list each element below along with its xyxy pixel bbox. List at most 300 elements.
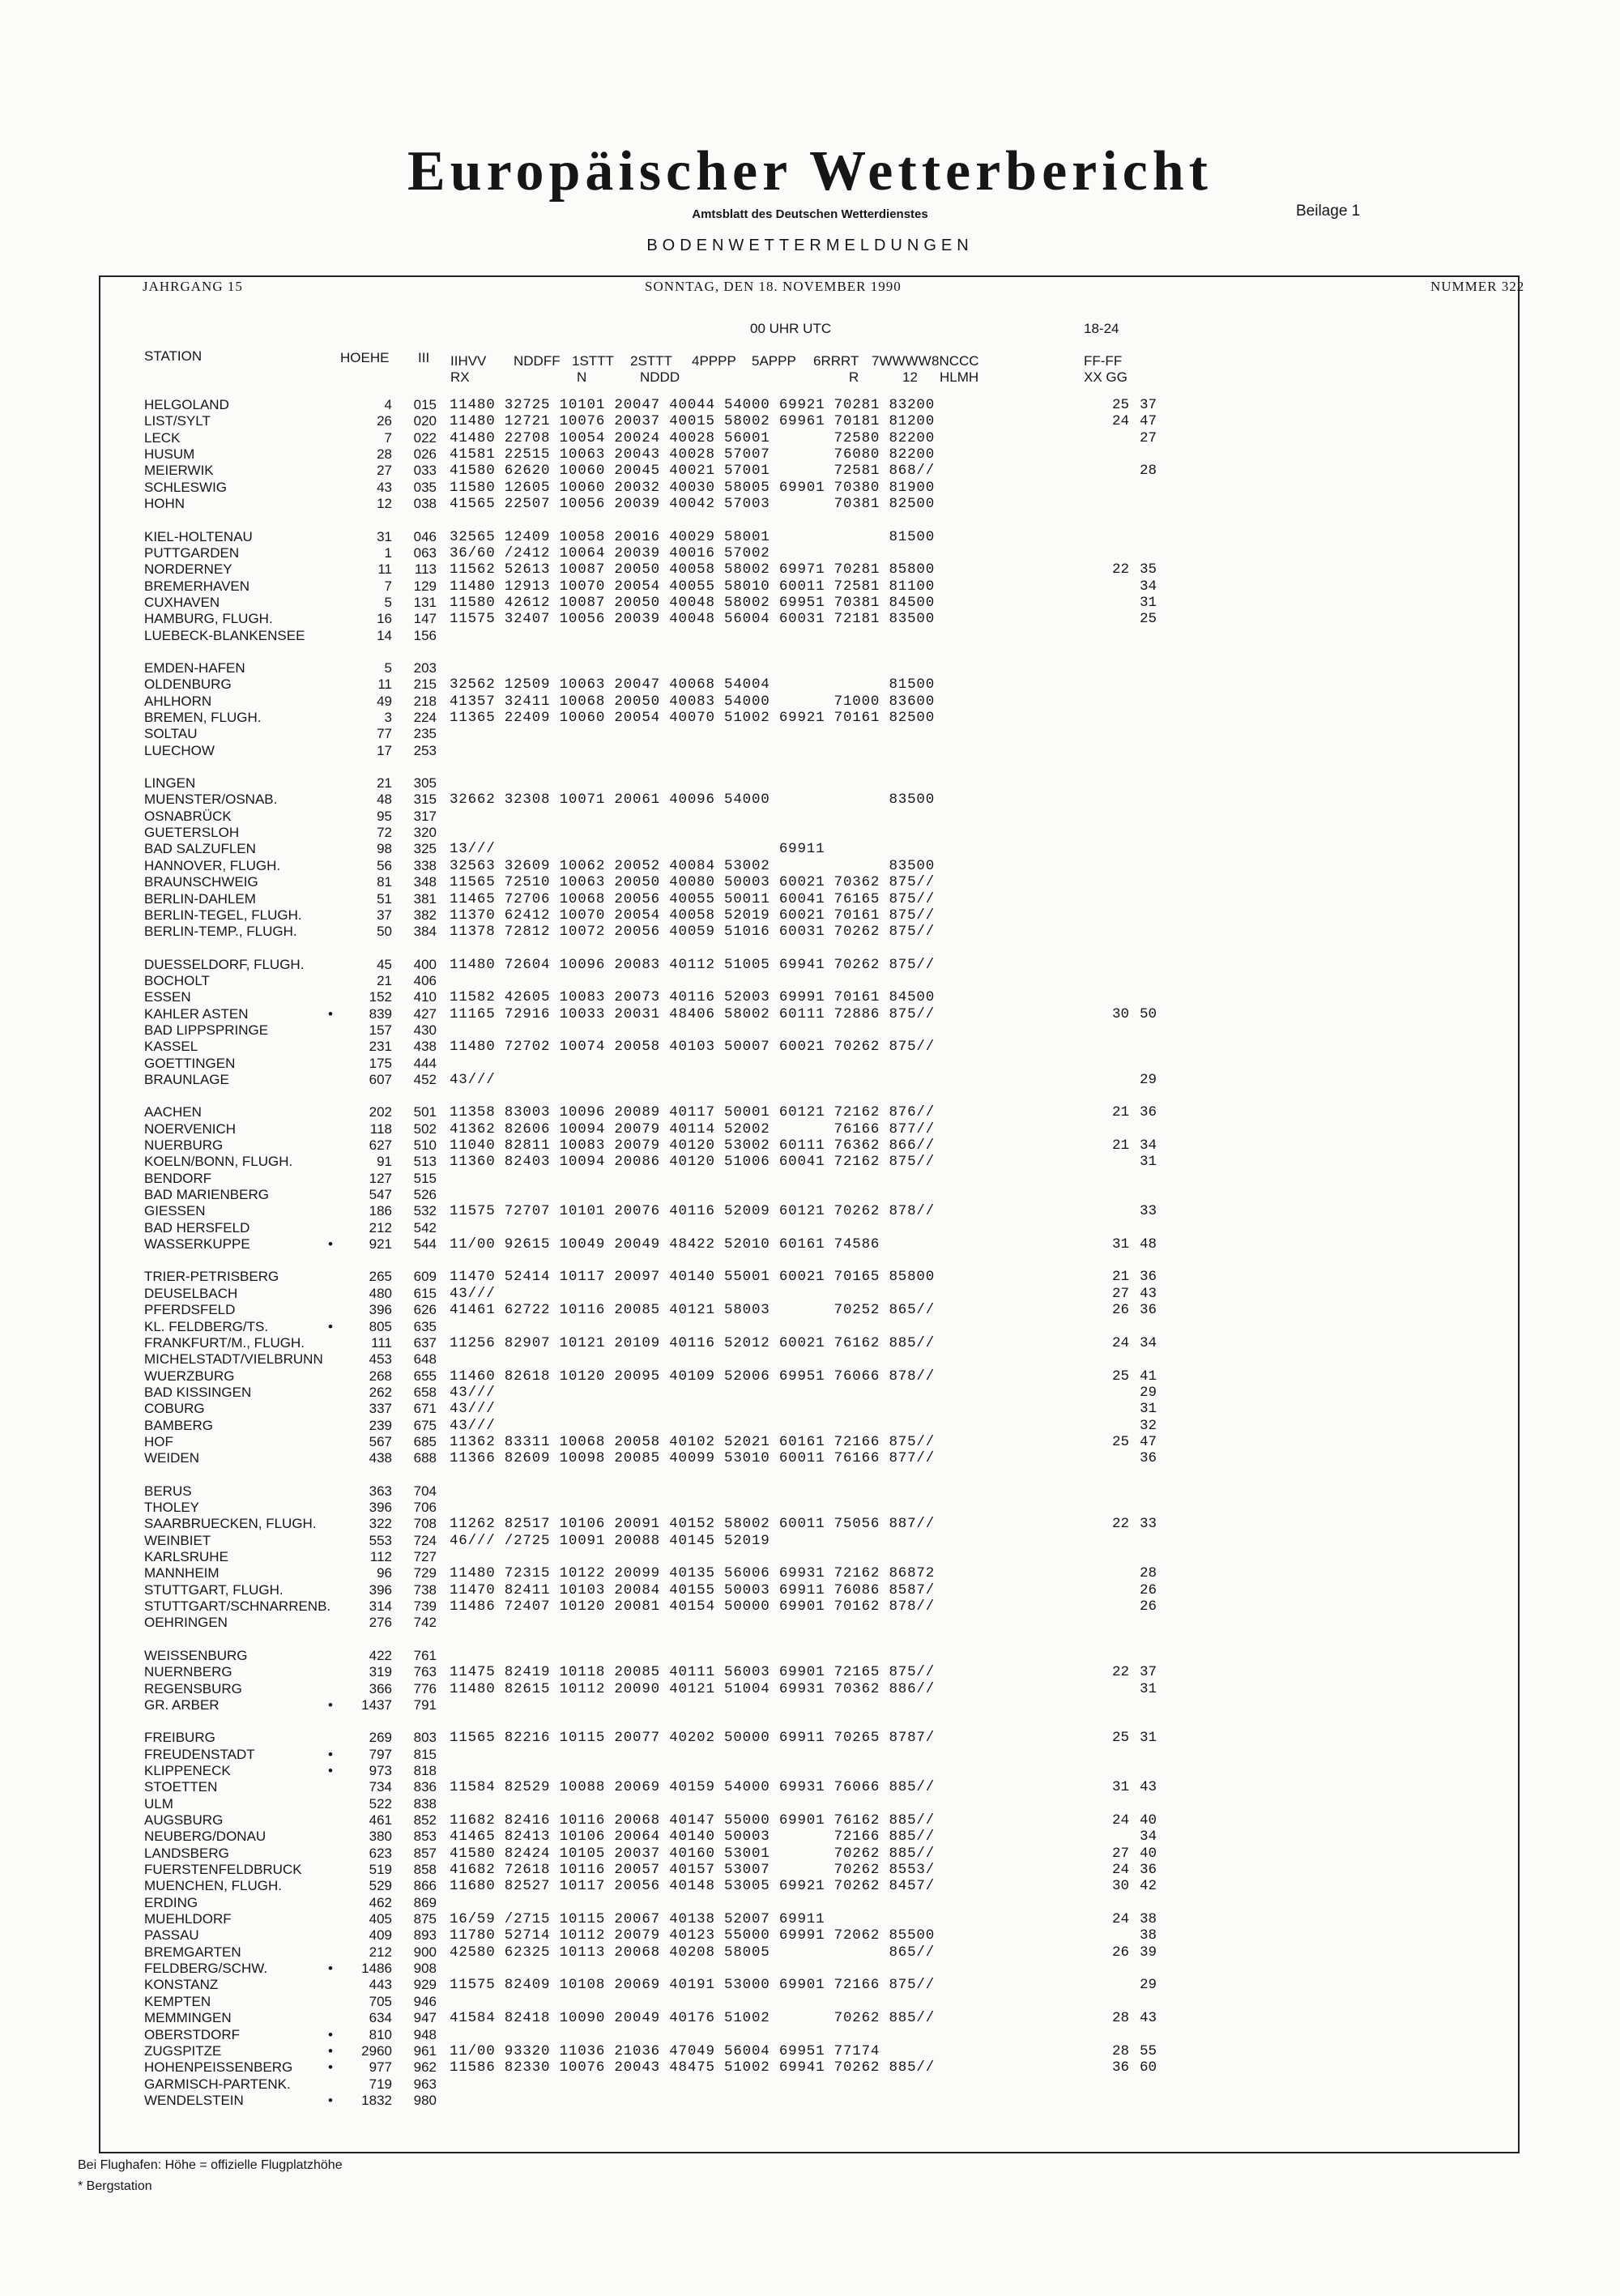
gg-header: XX GG <box>1084 369 1128 385</box>
station-id: 761 <box>413 1647 437 1663</box>
gust-gg: 29 <box>1139 1977 1157 1994</box>
table-row <box>0 891 1620 907</box>
gust-gg: 31 <box>1139 1154 1157 1171</box>
station-id: 544 <box>413 1236 437 1253</box>
table-row <box>0 1154 1620 1170</box>
station-name: BAD SALZUFLEN <box>144 841 256 857</box>
station-height: 45 <box>377 956 392 972</box>
station-name: STUTTGART/SCHNARRENB. <box>144 1598 331 1615</box>
table-row <box>0 1039 1620 1055</box>
station-name: LIST/SYLT <box>144 413 211 429</box>
station-name: HUSUM <box>144 446 195 463</box>
station-name: OEHRINGEN <box>144 1615 228 1631</box>
station-id: 893 <box>413 1927 437 1944</box>
station-height: 91 <box>377 1154 392 1170</box>
table-row <box>0 1829 1620 1845</box>
station-id: 929 <box>413 1977 437 1993</box>
station-name: BAD MARIENBERG <box>144 1187 269 1202</box>
section-title: BODENWETTERMELDUNGEN <box>646 237 974 254</box>
station-height: 269 <box>369 1730 392 1746</box>
observation-code: 43/// <box>450 1384 496 1401</box>
station-name: BAD HERSFELD <box>144 1219 250 1235</box>
station-name: HOHENPEISSENBERG <box>144 2059 293 2076</box>
station-height: 262 <box>369 1384 392 1400</box>
table-row <box>0 1763 1620 1779</box>
table-row <box>0 480 1620 496</box>
table-row <box>0 1582 1620 1598</box>
gust-gg: 26 <box>1139 1598 1157 1615</box>
station-name: FRANKFURT/M., FLUGH. <box>144 1334 305 1351</box>
mountain-station-marker: • <box>328 1746 333 1762</box>
table-row <box>0 1878 1620 1894</box>
station-id: 038 <box>413 496 437 512</box>
station-id: 739 <box>413 1598 437 1615</box>
gust-gg: 35 <box>1139 561 1157 578</box>
table-row <box>0 1187 1620 1203</box>
station-name: MEIERWIK <box>144 463 214 479</box>
observation-code: 11584 82529 10088 20069 40159 54000 69931 76066 885// <box>450 1779 935 1796</box>
station-height: 705 <box>369 1993 392 2009</box>
station-height: 127 <box>369 1170 392 1186</box>
station-id: 852 <box>413 1812 437 1828</box>
gust-gg: 37 <box>1139 397 1157 413</box>
station-id: 900 <box>413 1944 437 1960</box>
station-height: 27 <box>377 463 392 479</box>
station-name: ZUGSPITZE <box>144 2042 222 2059</box>
station-id: 724 <box>413 1532 437 1548</box>
station-id: 738 <box>413 1581 437 1598</box>
station-id: 502 <box>413 1120 437 1137</box>
station-height: 265 <box>369 1269 392 1285</box>
table-row <box>0 1351 1620 1368</box>
station-name: BREMEN, FLUGH. <box>144 710 262 725</box>
station-height: 380 <box>369 1829 392 1845</box>
station-height: 48 <box>377 792 392 808</box>
gust-ff: 24 <box>1111 1862 1129 1878</box>
station-id: 962 <box>413 2059 437 2076</box>
station-id: 727 <box>413 1549 437 1564</box>
station-id: 501 <box>413 1104 437 1120</box>
station-height: 43 <box>377 479 392 495</box>
station-height: 11 <box>377 676 392 693</box>
station-height: 921 <box>369 1236 392 1253</box>
station-id: 400 <box>413 956 437 972</box>
station-name: GOETTINGEN <box>144 1055 236 1071</box>
station-height: 319 <box>369 1664 392 1680</box>
gust-gg: 33 <box>1139 1203 1157 1220</box>
station-height: 49 <box>377 693 392 709</box>
station-id: 384 <box>413 924 437 940</box>
observation-code: 11362 83311 10068 20058 40102 52021 60161 72166 875// <box>450 1433 935 1450</box>
observation-code: 11565 72510 10063 20050 40080 50003 60021 70362 875// <box>450 874 935 891</box>
table-row <box>0 595 1620 611</box>
table-row <box>0 1385 1620 1401</box>
station-name: AACHEN <box>144 1104 202 1120</box>
gust-ff: 28 <box>1111 2042 1129 2059</box>
station-id: 129 <box>413 578 437 594</box>
time-utc-header: 00 UHR UTC <box>750 321 832 336</box>
gust-ff: 24 <box>1111 1334 1129 1351</box>
gust-gg: 38 <box>1139 1927 1157 1944</box>
table-row <box>0 1697 1620 1713</box>
station-name: OBERSTDORF <box>144 2026 241 2042</box>
station-id: 203 <box>413 659 437 676</box>
station-height: 627 <box>369 1137 392 1153</box>
station-name: LECK <box>144 429 181 446</box>
code-header: 7WWWW <box>872 353 932 369</box>
station-name: CUXHAVEN <box>144 594 220 610</box>
gust-gg: 29 <box>1139 1071 1157 1088</box>
station-id: 946 <box>413 1993 437 2009</box>
station-height: 5 <box>384 659 392 676</box>
table-row <box>0 1104 1620 1120</box>
station-height: 607 <box>369 1071 392 1087</box>
observation-code: 41465 82413 10106 20064 40140 50003 72166 885// <box>450 1829 935 1846</box>
gust-gg: 55 <box>1139 2042 1157 2059</box>
station-height: 231 <box>369 1039 392 1055</box>
table-row <box>0 1022 1620 1039</box>
station-name: WEIDEN <box>144 1450 199 1466</box>
station-id: 218 <box>413 693 437 709</box>
station-name: NEUBERG/DONAU <box>144 1829 266 1845</box>
station-id: 688 <box>413 1450 437 1466</box>
table-row <box>0 611 1620 627</box>
code-subheader: R <box>849 369 859 385</box>
gust-ff: 21 <box>1111 1269 1129 1286</box>
station-name: KARLSRUHE <box>144 1549 228 1564</box>
gust-gg: 25 <box>1139 611 1157 628</box>
station-id: 406 <box>413 972 437 988</box>
station-id: 869 <box>413 1894 437 1910</box>
code-header: 2STTT <box>630 353 672 369</box>
station-name: TRIER-PETRISBERG <box>144 1269 279 1285</box>
observation-code: 11575 32407 10056 20039 40048 56004 60031 72181 83500 <box>450 611 935 628</box>
gust-gg: 31 <box>1139 1680 1157 1697</box>
table-row <box>0 1056 1620 1072</box>
station-height: 396 <box>369 1581 392 1598</box>
table-row <box>0 1796 1620 1812</box>
table-row <box>0 957 1620 973</box>
mountain-station-marker: • <box>328 2059 333 2076</box>
station-name: BAMBERG <box>144 1417 214 1433</box>
date-label: SONNTAG, DEN 18. NOVEMBER 1990 <box>645 279 902 294</box>
code-header: 8NCCC <box>932 353 979 369</box>
station-id: 253 <box>413 742 437 758</box>
station-height: 72 <box>377 825 392 841</box>
station-height: 1 <box>384 544 392 561</box>
table-row <box>0 1220 1620 1236</box>
station-name: HOHN <box>144 496 185 512</box>
station-name: ULM <box>144 1795 173 1812</box>
station-height: 405 <box>369 1911 392 1927</box>
observation-code: 11465 72706 10068 20056 40055 50011 60041 76165 875// <box>450 890 935 907</box>
table-row <box>0 693 1620 710</box>
station-name: GIESSEN <box>144 1203 206 1219</box>
station-name: BRAUNLAGE <box>144 1071 229 1087</box>
station-name: DEUSELBACH <box>144 1285 238 1301</box>
table-row <box>0 924 1620 940</box>
station-id: 026 <box>413 446 437 463</box>
station-name: OLDENBURG <box>144 676 232 693</box>
gust-gg: 29 <box>1139 1384 1157 1401</box>
observation-code: 11378 72812 10072 20056 40059 51016 60031 70262 875// <box>450 924 935 941</box>
station-id: 818 <box>413 1762 437 1778</box>
station-name: WEISSENBURG <box>144 1647 248 1663</box>
station-id: 317 <box>413 808 437 824</box>
station-id: 838 <box>413 1795 437 1812</box>
gust-ff: 25 <box>1111 397 1129 413</box>
station-height: 175 <box>369 1055 392 1071</box>
station-id: 526 <box>413 1187 437 1202</box>
station-height: 314 <box>369 1598 392 1615</box>
station-height: 839 <box>369 1005 392 1022</box>
table-row <box>0 1483 1620 1500</box>
gust-ff: 27 <box>1111 1285 1129 1302</box>
station-name: WENDELSTEIN <box>144 2092 244 2108</box>
station-id: 875 <box>413 1911 437 1927</box>
station-height: 7 <box>384 578 392 594</box>
station-height: 734 <box>369 1779 392 1795</box>
gust-ff: 24 <box>1111 1812 1129 1829</box>
table-row <box>0 1418 1620 1434</box>
gust-ff: 24 <box>1111 413 1129 430</box>
station-id: 791 <box>413 1696 437 1713</box>
station-height: 77 <box>377 726 392 742</box>
station-id: 963 <box>413 2076 437 2092</box>
table-row <box>0 1565 1620 1581</box>
station-id: 035 <box>413 479 437 495</box>
observation-code: 11575 72707 10101 20076 40116 52009 60121 70262 878// <box>450 1203 935 1220</box>
station-id: 510 <box>413 1137 437 1153</box>
observation-code: 32562 12509 10063 20047 40068 54004 81500 <box>450 676 935 693</box>
observation-code: 42580 62325 10113 20068 40208 58005 865// <box>450 1944 935 1961</box>
station-height: 547 <box>369 1187 392 1202</box>
station-name: LUEBECK-BLANKENSEE <box>144 627 305 643</box>
station-name: ERDING <box>144 1894 198 1910</box>
station-id: 704 <box>413 1483 437 1499</box>
station-name: FUERSTENFELDBRUCK <box>144 1862 302 1877</box>
gust-gg: 48 <box>1139 1236 1157 1253</box>
station-id: 382 <box>413 907 437 923</box>
station-id: 325 <box>413 841 437 857</box>
table-row <box>0 1598 1620 1615</box>
observation-code: 11562 52613 10087 20050 40058 58002 69971 70281 85800 <box>450 561 935 578</box>
mountain-station-marker: • <box>328 1961 333 1977</box>
station-height: 50 <box>377 924 392 940</box>
station-name: COBURG <box>144 1401 205 1417</box>
station-height: 443 <box>369 1977 392 1993</box>
station-id: 410 <box>413 989 437 1005</box>
code-subheader: RX <box>450 369 470 385</box>
station-name: KONSTANZ <box>144 1977 219 1993</box>
code-header: 5APPP <box>752 353 796 369</box>
table-row <box>0 1401 1620 1417</box>
station-height: 396 <box>369 1500 392 1515</box>
station-name: DUESSELDORF, FLUGH. <box>144 956 305 972</box>
station-name: WASSERKUPPE <box>144 1236 250 1253</box>
gust-gg: 28 <box>1139 1565 1157 1582</box>
station-id: 224 <box>413 710 437 725</box>
gust-ff: 21 <box>1111 1137 1129 1154</box>
observation-code: 32565 12409 10058 20016 40029 58001 81500 <box>450 528 935 545</box>
observation-code: 43/// <box>450 1401 496 1418</box>
table-row <box>0 529 1620 545</box>
observation-code: 11470 82411 10103 20084 40155 50003 69911 76086 8587/ <box>450 1581 935 1598</box>
station-header: STATION <box>144 348 202 364</box>
observation-code: 16/59 /2715 10115 20067 40138 52007 69911 <box>450 1911 825 1927</box>
table-row <box>0 1911 1620 1927</box>
table-row <box>0 2093 1620 2109</box>
station-height: 522 <box>369 1795 392 1812</box>
station-name: FREUDENSTADT <box>144 1746 255 1762</box>
station-height: 977 <box>369 2059 392 2076</box>
station-id: 320 <box>413 825 437 841</box>
station-id: 858 <box>413 1862 437 1877</box>
station-height: 98 <box>377 841 392 857</box>
station-id: 063 <box>413 544 437 561</box>
station-id: 908 <box>413 1961 437 1977</box>
observation-code: 13/// 69911 <box>450 841 825 858</box>
station-id: 658 <box>413 1384 437 1400</box>
gust-ff: 26 <box>1111 1944 1129 1961</box>
station-height: 4 <box>384 397 392 412</box>
station-id: 655 <box>413 1368 437 1384</box>
station-name: MANNHEIM <box>144 1565 220 1581</box>
station-name: NORDERNEY <box>144 561 232 578</box>
station-name: HELGOLAND <box>144 397 229 412</box>
station-id: 020 <box>413 413 437 429</box>
code-subheader: 12 <box>902 369 918 385</box>
station-height: 212 <box>369 1219 392 1235</box>
station-height: 17 <box>377 742 392 758</box>
station-name: PUTTGARDEN <box>144 544 240 561</box>
station-id: 853 <box>413 1829 437 1845</box>
code-subheader: NDDD <box>640 369 680 385</box>
station-height: 56 <box>377 857 392 873</box>
gust-gg: 33 <box>1139 1516 1157 1533</box>
station-height: 366 <box>369 1680 392 1696</box>
table-row <box>0 1549 1620 1565</box>
table-row <box>0 1730 1620 1746</box>
observation-code: 41580 62620 10060 20045 40021 57001 72581 868// <box>450 463 935 480</box>
station-height: 623 <box>369 1845 392 1861</box>
code-subheader: N <box>577 369 587 385</box>
station-name: MEMMINGEN <box>144 2010 232 2026</box>
ff-header: FF-FF <box>1084 353 1123 369</box>
station-height: 118 <box>369 1120 392 1137</box>
observation-code: 11780 52714 10112 20079 40123 55000 69991 72062 85500 <box>450 1927 935 1944</box>
station-height: 805 <box>369 1318 392 1334</box>
station-height: 37 <box>377 907 392 923</box>
table-row <box>0 2059 1620 2076</box>
station-height: 14 <box>377 627 392 643</box>
table-row <box>0 710 1620 726</box>
observation-code: 41682 72618 10116 20057 40157 53007 70262 8553/ <box>450 1862 935 1878</box>
station-id: 635 <box>413 1318 437 1334</box>
mountain-station-marker: • <box>328 1005 333 1022</box>
station-height: 7 <box>384 429 392 446</box>
gust-ff: 22 <box>1111 1664 1129 1681</box>
station-id: 685 <box>413 1433 437 1449</box>
station-name: LINGEN <box>144 775 196 791</box>
observation-code: 11486 72407 10120 20081 40154 50000 69901 70162 878// <box>450 1598 935 1615</box>
station-name: BERLIN-TEGEL, FLUGH. <box>144 907 302 923</box>
station-height: 31 <box>377 528 392 544</box>
station-id: 235 <box>413 726 437 742</box>
observation-code: 32662 32308 10071 20061 40096 54000 83500 <box>450 792 935 809</box>
station-name: KL. FELDBERG/TS. <box>144 1318 269 1334</box>
table-row <box>0 496 1620 512</box>
gust-gg: 34 <box>1139 1137 1157 1154</box>
station-name: SOLTAU <box>144 726 198 742</box>
table-row <box>0 463 1620 479</box>
station-name: MUEHLDORF <box>144 1911 232 1927</box>
table-row <box>0 1286 1620 1302</box>
iii-header: III <box>418 350 430 365</box>
observation-code: 11586 82330 10076 20043 48475 51002 69941 70262 885// <box>450 2059 935 2076</box>
station-name: BREMGARTEN <box>144 1944 241 1960</box>
station-name: SAARBRUECKEN, FLUGH. <box>144 1516 317 1532</box>
gust-gg: 40 <box>1139 1845 1157 1862</box>
station-id: 438 <box>413 1039 437 1055</box>
station-name: BAD LIPPSPRINGE <box>144 1022 269 1038</box>
station-id: 729 <box>413 1565 437 1581</box>
observation-code: 11480 72702 10074 20058 40103 50007 60021 70262 875// <box>450 1039 935 1056</box>
table-row <box>0 1648 1620 1664</box>
table-row <box>0 2027 1620 2043</box>
station-height: 112 <box>369 1549 392 1564</box>
table-row <box>0 726 1620 742</box>
observation-code: 11480 72604 10096 20083 40112 51005 69941 70262 875// <box>450 956 935 973</box>
observation-code: 41357 32411 10068 20050 40083 54000 71000 83600 <box>450 693 935 710</box>
table-row <box>0 1961 1620 1977</box>
observation-code: 41480 22708 10054 20024 40028 56001 72580 82200 <box>450 429 935 446</box>
mountain-station-marker: • <box>328 1236 333 1253</box>
gust-gg: 38 <box>1139 1911 1157 1927</box>
station-height: 157 <box>369 1022 392 1038</box>
footnote-mountain: * Bergstation <box>78 2179 152 2193</box>
table-row <box>0 989 1620 1005</box>
gust-ff: 36 <box>1111 2059 1129 2076</box>
table-row <box>0 1006 1620 1022</box>
station-height: 797 <box>369 1746 392 1762</box>
station-id: 156 <box>413 627 437 643</box>
station-id: 671 <box>413 1401 437 1417</box>
gust-gg: 31 <box>1139 594 1157 611</box>
station-height: 28 <box>377 446 392 463</box>
observation-code: 11480 82615 10112 20090 40121 51004 69931 70362 886// <box>450 1680 935 1697</box>
mountain-station-marker: • <box>328 2092 333 2108</box>
gust-gg: 36 <box>1139 1302 1157 1319</box>
station-name: BOCHOLT <box>144 972 210 988</box>
table-row <box>0 825 1620 841</box>
station-name: BENDORF <box>144 1170 212 1186</box>
station-name: NUERNBERG <box>144 1664 232 1680</box>
station-name: KOELN/BONN, FLUGH. <box>144 1154 293 1170</box>
gust-gg: 43 <box>1139 2010 1157 2027</box>
observation-code: 11565 82216 10115 20077 40202 50000 69911 70265 8787/ <box>450 1730 935 1747</box>
station-height: 553 <box>369 1532 392 1548</box>
gust-gg: 47 <box>1139 413 1157 430</box>
gust-ff: 31 <box>1111 1779 1129 1796</box>
station-name: PASSAU <box>144 1927 199 1944</box>
table-row <box>0 1302 1620 1318</box>
station-height: 337 <box>369 1401 392 1417</box>
station-id: 637 <box>413 1334 437 1351</box>
gust-gg: 34 <box>1139 1334 1157 1351</box>
table-row <box>0 2076 1620 2093</box>
station-name: KLIPPENECK <box>144 1762 231 1778</box>
